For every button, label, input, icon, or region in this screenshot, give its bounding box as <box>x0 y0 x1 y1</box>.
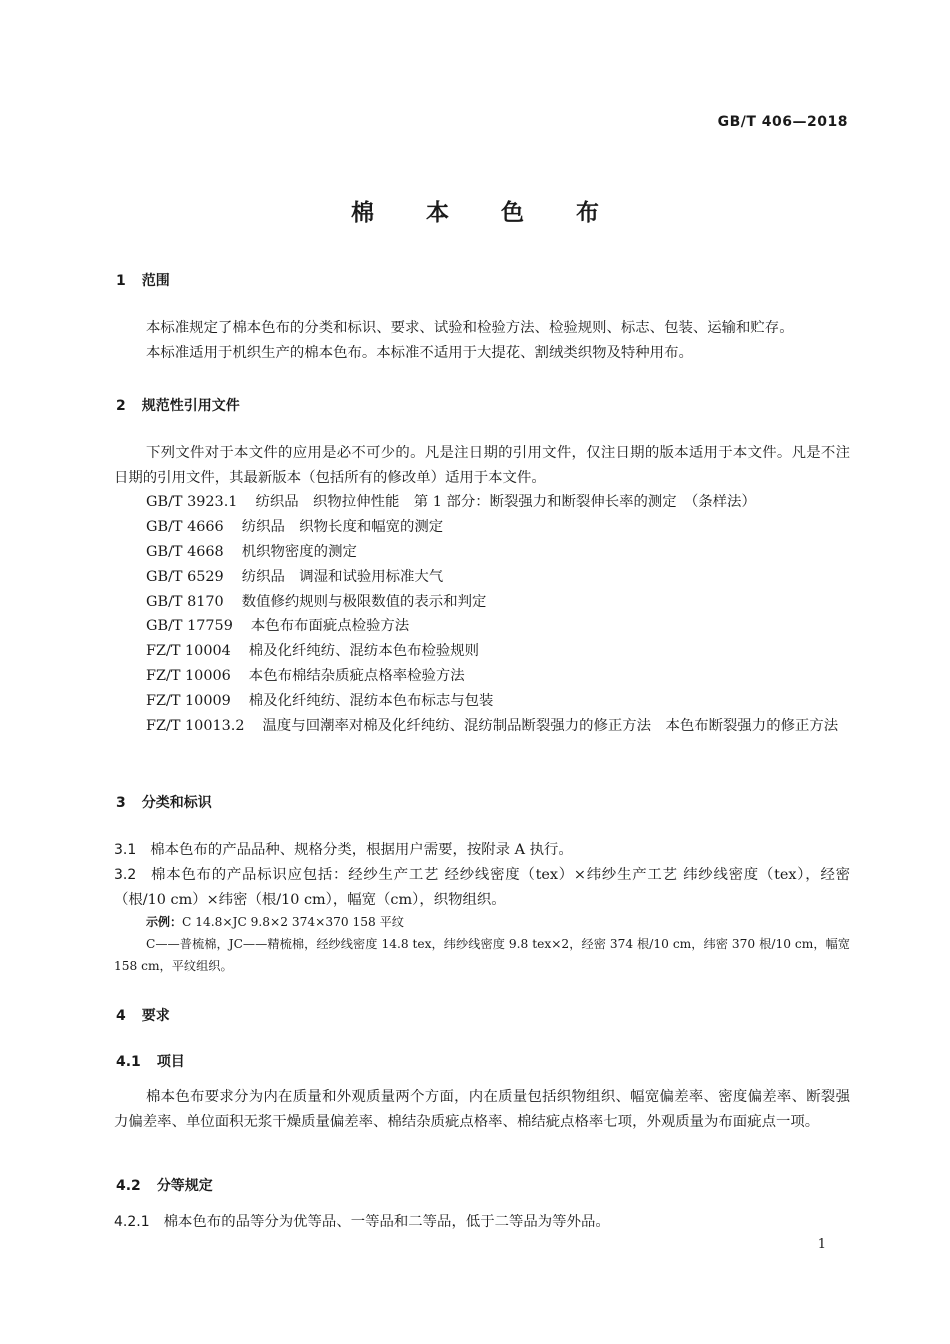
reference-title: 纺织品 织物拉伸性能 第 1 部分：断裂强力和断裂伸长率的测定 （条样法） <box>255 494 756 510</box>
section-3-heading <box>116 792 212 812</box>
section-number: 4 <box>116 1008 126 1024</box>
section-4-heading <box>116 1005 170 1025</box>
section-2-heading <box>116 395 240 415</box>
page-number: 1 <box>817 1237 826 1252</box>
section-number: 3 <box>116 795 126 811</box>
example-line <box>146 911 404 933</box>
reference-item <box>146 490 756 515</box>
reference-item <box>114 714 850 739</box>
section-number: 1 <box>116 273 126 289</box>
reference-item <box>146 664 465 689</box>
reference-title: 数值修约规则与极限数值的表示和判定 <box>241 594 487 610</box>
reference-code: GB/T 3923.1 <box>146 494 238 510</box>
section-title: 分类和标识 <box>141 795 212 811</box>
reference-code: FZ/T 10004 <box>146 643 231 659</box>
reference-item <box>146 689 493 714</box>
section-1-paragraph-1: 本标准规定了棉本色布的分类和标识、要求、试验和检验方法、检验规则、标志、包装、运输和贮存。 <box>146 320 794 336</box>
reference-item <box>146 540 357 565</box>
clause-3-1 <box>114 838 850 863</box>
reference-item <box>146 639 479 664</box>
reference-code: FZ/T 10009 <box>146 693 231 709</box>
clause-number: 3.2 <box>114 867 137 883</box>
section-title: 规范性引用文件 <box>141 398 240 414</box>
section-2-intro: 下列文件对于本文件的应用是必不可少的。凡是注日期的引用文件，仅注日期的版本适用于本文件。凡是不注日期的引用文件，其最新版本（包括所有的修改单）适用于本文件。 <box>114 445 850 486</box>
reference-title: 纺织品 织物长度和幅宽的测定 <box>241 519 444 535</box>
subsection-4-1-paragraph: 棉本色布要求分为内在质量和外观质量两个方面，内在质量包括织物组织、幅宽偏差率、密度偏差率、断裂强力偏差率、单位面积无浆干燥质量偏差率、棉结杂质疵点格率、棉结疵点格率七项，外观质量为布面疵点一项。 <box>114 1089 850 1130</box>
section-title: 范围 <box>141 273 170 289</box>
clause-4-2-1 <box>114 1210 850 1235</box>
reference-item <box>146 515 443 540</box>
reference-title: 纺织品 调湿和试验用标准大气 <box>241 569 444 585</box>
reference-code: GB/T 4666 <box>146 519 224 535</box>
subsection-4-1-heading <box>116 1051 185 1071</box>
reference-item <box>146 565 443 590</box>
subsection-number: 4.1 <box>116 1054 141 1070</box>
section-title: 要求 <box>141 1008 170 1024</box>
example-label: 示例： <box>146 915 183 929</box>
standard-number: GB/T 406—2018 <box>717 114 848 130</box>
subsection-number: 4.2 <box>116 1178 141 1194</box>
reference-code: FZ/T 10006 <box>146 668 231 684</box>
reference-item <box>146 590 486 615</box>
subsection-title: 分等规定 <box>156 1178 213 1194</box>
clause-number: 3.1 <box>114 842 137 858</box>
example-explanation: C——普梳棉，JC——精梳棉，经纱线密度 14.8 tex，纬纱线密度 9.8 tex×2，经密 374 根/10 cm，纬密 370 根/10 cm，幅宽 158 cm，平纹组织。 <box>114 937 850 973</box>
reference-title: 温度与回潮率对棉及化纤纯纺、混纺制品断裂强力的修正方法 本色布断裂强力的修正方法 <box>262 718 839 734</box>
section-number: 2 <box>116 398 126 414</box>
clause-number: 4.2.1 <box>114 1214 150 1230</box>
reference-title: 本色布棉结杂质疵点格率检验方法 <box>248 668 465 684</box>
section-1-heading <box>116 270 170 290</box>
reference-code: FZ/T 10013.2 <box>146 718 245 734</box>
reference-code: GB/T 4668 <box>146 544 224 560</box>
reference-title: 本色布布面疵点检验方法 <box>250 618 410 634</box>
subsection-4-2-heading <box>116 1175 213 1195</box>
reference-code: GB/T 8170 <box>146 594 224 610</box>
section-1-paragraph-2: 本标准适用于机织生产的棉本色布。本标准不适用于大提花、割绒类织物及特种用布。 <box>146 345 693 361</box>
reference-title: 棉及化纤纯纺、混纺本色布标志与包装 <box>248 693 494 709</box>
reference-title: 棉及化纤纯纺、混纺本色布检验规则 <box>248 643 480 659</box>
clause-text: 棉本色布的品等分为优等品、一等品和二等品，低于二等品为等外品。 <box>163 1214 610 1230</box>
clause-text: 棉本色布的产品标识应包括：经纱生产工艺 经纱线密度（tex）×纬纱生产工艺 纬纱线密度（tex），经密（根/10 cm）×纬密（根/10 cm），幅宽（cm），织物组织。 <box>114 867 850 908</box>
example-code: C 14.8×JC 9.8×2 374×370 158 平纹 <box>182 915 404 929</box>
document-title: 棉 本 色 布 <box>350 200 622 226</box>
reference-code: GB/T 6529 <box>146 569 224 585</box>
reference-item <box>146 614 409 639</box>
clause-3-2 <box>114 863 850 913</box>
reference-title: 机织物密度的测定 <box>241 544 357 560</box>
subsection-title: 项目 <box>156 1054 185 1070</box>
reference-code: GB/T 17759 <box>146 618 233 634</box>
clause-text: 棉本色布的产品品种、规格分类，根据用户需要，按附录 A 执行。 <box>150 842 573 858</box>
